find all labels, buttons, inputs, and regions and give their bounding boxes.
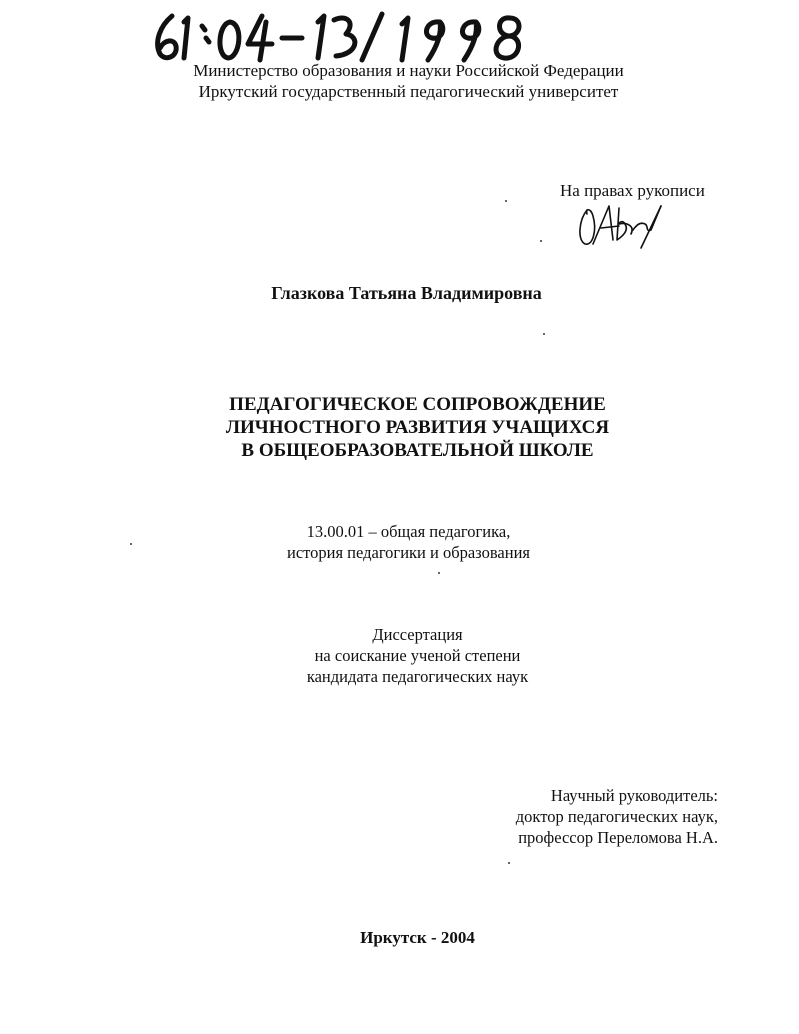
- advisor-line-1: Научный руководитель:: [550, 786, 718, 805]
- scan-speck: [130, 543, 132, 545]
- scan-speck: [543, 333, 545, 335]
- ministry-name: Министерство образования и науки Российской Федерации: [193, 61, 624, 80]
- degree-line-2: на соискание ученой степени: [314, 646, 521, 665]
- specialty-code: [18, 521, 799, 563]
- title-line-3: В ОБЩЕОБРАЗОВАТЕЛЬНОЙ ШКОЛЕ: [241, 440, 594, 461]
- university-name: Иркутский государственный педагогический университет: [198, 82, 619, 101]
- manuscript-rights-note: На правах рукописи: [560, 181, 705, 200]
- degree-line-3: кандидата педагогических наук: [306, 667, 529, 686]
- scan-speck: [438, 572, 440, 574]
- author-name: Глазкова Татьяна Владимировна: [271, 283, 542, 303]
- advisor-line-2: доктор педагогических наук,: [515, 807, 718, 826]
- dissertation-title: [36, 393, 799, 462]
- degree-line-1: Диссертация: [372, 625, 463, 644]
- dissertation-degree: [36, 624, 799, 687]
- scientific-advisor: [496, 785, 718, 848]
- specialty-line-1: 13.00.01 – общая педагогика,: [306, 522, 511, 541]
- signature: [575, 200, 665, 252]
- specialty-line-2: история педагогики и образования: [286, 543, 530, 562]
- title-line-1: ПЕДАГОГИЧЕСКОЕ СОПРОВОЖДЕНИЕ: [229, 394, 606, 415]
- title-line-2: ЛИЧНОСТНОГО РАЗВИТИЯ УЧАЩИХСЯ: [225, 417, 610, 438]
- advisor-line-3: профессор Переломова Н.А.: [518, 828, 718, 847]
- scan-speck: [505, 200, 507, 202]
- scan-speck: [540, 240, 542, 242]
- city-year: Иркутск - 2004: [360, 928, 475, 947]
- scan-speck: [508, 862, 510, 864]
- handwritten-archive-number: [150, 8, 530, 64]
